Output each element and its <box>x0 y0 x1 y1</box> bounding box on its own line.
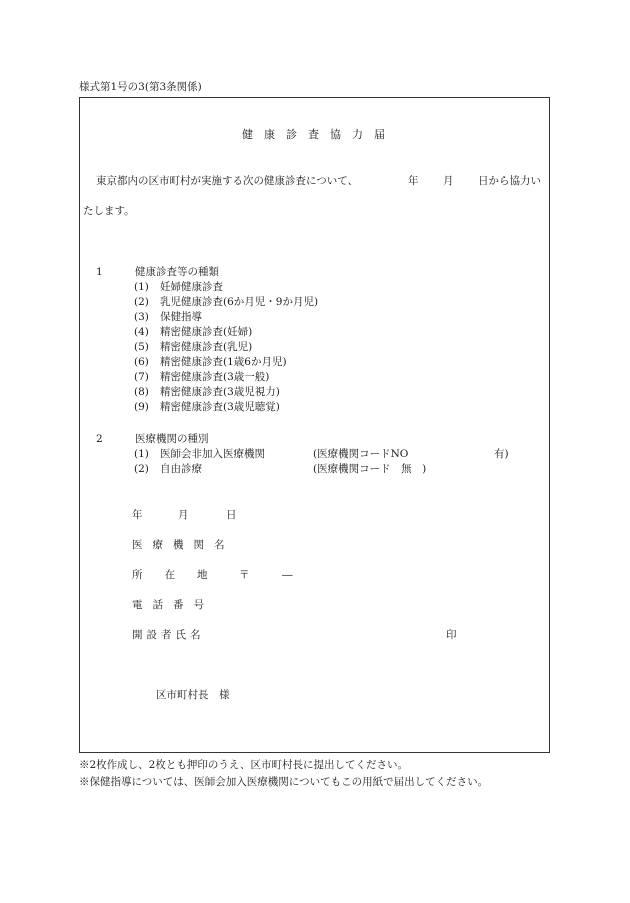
list-item-label: 自由診療 <box>160 463 202 475</box>
form-title: 健康診査協力届 <box>242 128 396 141</box>
list-item-label: 精密健康診査(3歳児視力) <box>160 386 280 398</box>
list-item-label: 精密健康診査(1歳6か月児) <box>160 356 287 368</box>
list-item-label: 保健指導 <box>160 311 202 323</box>
phone-label: 電話番号 <box>132 599 214 611</box>
institution-code-label: (医療機関コード 無 ) <box>313 463 427 475</box>
date-day: 日 <box>226 509 237 521</box>
list-item-num: (5) <box>134 341 149 353</box>
addressee: 区市町村長 様 <box>156 689 230 701</box>
form-number: 様式第1号の3(第3条関係) <box>79 81 202 93</box>
list-item-num: (2) <box>134 296 149 308</box>
list-item-num: (3) <box>134 311 149 323</box>
founder-label: 開設者氏名 <box>132 629 205 641</box>
intro-line-1: 東京都内の区市町村が実施する次の健康診査について、 <box>96 175 359 187</box>
list-item-num: (4) <box>134 326 149 338</box>
institution-code-label: (医療機関コードNO <box>313 448 409 460</box>
list-item-label: 精密健康診査(妊婦) <box>160 326 253 338</box>
list-item-num: (1) <box>134 448 149 460</box>
list-item-label: 精密健康診査(3歳一般) <box>160 371 270 383</box>
intro-line-2: たします。 <box>83 205 135 217</box>
intro-month: 月 <box>443 175 454 187</box>
section-2-heading: 医療機関の種別 <box>135 433 209 445</box>
form-frame <box>79 97 550 753</box>
list-item-label: 乳児健康診査(6か月児・9か月児) <box>160 296 319 308</box>
section-2-number: 2 <box>96 433 103 445</box>
date-year: 年 <box>132 509 143 521</box>
list-item-num: (8) <box>134 386 149 398</box>
postal-dash: ― <box>282 569 293 581</box>
note-2: ※保健指導については、医師会加入医療機関についてもこの用紙で届出してください。 <box>79 776 489 788</box>
list-item-label: 医師会非加入医療機関 <box>160 448 265 460</box>
note-1: ※2枚作成し、2枚とも押印のうえ、区市町村長に提出してください。 <box>79 759 408 771</box>
list-item-label: 精密健康診査(乳児) <box>160 341 253 353</box>
section-1-heading: 健康診査等の種類 <box>135 266 219 278</box>
institution-code-end: 有) <box>494 448 509 460</box>
list-item-num: (7) <box>134 371 149 383</box>
institution-name-label: 医療機関名 <box>132 539 235 551</box>
list-item-num: (1) <box>134 281 149 293</box>
list-item-num: (6) <box>134 356 149 368</box>
postal-mark: 〒 <box>239 569 250 581</box>
intro-year: 年 <box>408 175 419 187</box>
list-item-num: (9) <box>134 401 149 413</box>
list-item-label: 妊婦健康診査 <box>160 281 223 293</box>
list-item-num: (2) <box>134 463 149 475</box>
date-month: 月 <box>178 509 189 521</box>
section-1-number: 1 <box>96 266 103 278</box>
intro-from-day: 日から協力い <box>478 175 541 187</box>
seal-mark: 印 <box>446 629 457 641</box>
list-item-label: 精密健康診査(3歳児聴覚) <box>160 401 280 413</box>
address-label: 所在地 <box>132 569 230 581</box>
